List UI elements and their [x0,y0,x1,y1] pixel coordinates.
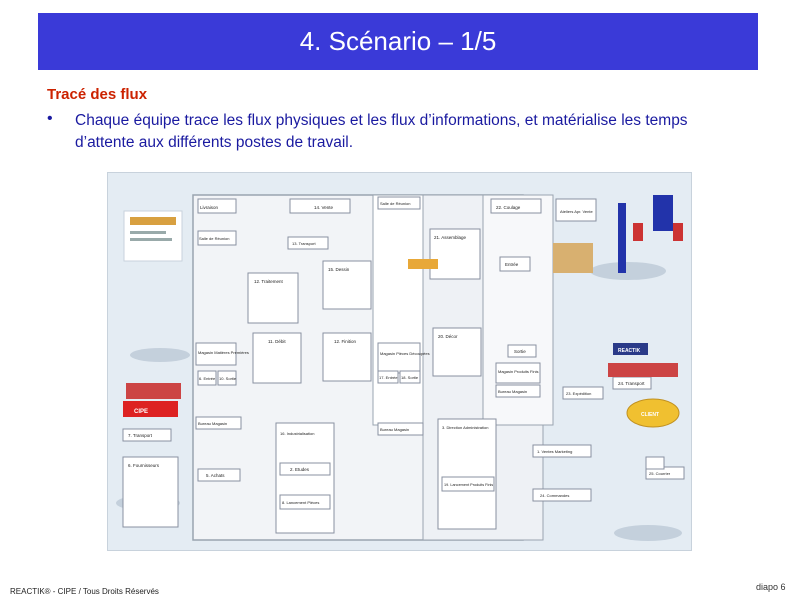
logo-line [130,231,166,234]
svg-text:2. Etudes: 2. Etudes [290,467,310,472]
svg-text:Bureau Magasin: Bureau Magasin [380,427,410,432]
svg-text:20. Décor: 20. Décor [438,334,458,339]
logo-line [130,238,172,241]
slide-title: 4. Scénario – 1/5 [299,26,497,56]
svg-text:14. Vente: 14. Vente [314,205,334,210]
station-bureau-magasin-3 [496,385,540,397]
svg-text:Salle de Réunion: Salle de Réunion [199,236,230,241]
title-bar [38,13,758,70]
svg-text:REACTIK: REACTIK [618,348,641,354]
station-transport-13 [288,237,328,249]
station-finition [323,333,371,381]
svg-text:CIPE: CIPE [134,409,149,415]
station-magasin-produits [496,363,540,383]
svg-text:8. Lancement Pièces: 8. Lancement Pièces [282,500,320,505]
svg-text:22. Coulage: 22. Coulage [496,205,521,210]
bullet-icon: • [47,110,53,127]
station-assemblage [430,229,480,279]
station-reactik [613,343,648,355]
flag-icon [633,223,643,241]
svg-text:18. Sortie: 18. Sortie [401,375,419,380]
svg-text:13. Transport: 13. Transport [292,241,316,246]
footer-copyright: REACTIK® - CIPE / Tous Droits Réservés [10,587,159,596]
station-livraison [198,199,236,213]
station-direction [438,419,496,529]
flag-icon [673,223,683,241]
station-bureau-magasin [196,417,241,429]
station-transport-7 [123,429,171,441]
svg-text:Magasin Matières Premières: Magasin Matières Premières [198,350,249,355]
section-subtitle: Tracé des flux [47,86,148,103]
station-ventes-marketing [533,445,591,457]
svg-text:6. Fournisseurs: 6. Fournisseurs [128,463,160,468]
svg-text:5. Achats: 5. Achats [206,473,225,478]
svg-text:19. Lancement Produits Finis: 19. Lancement Produits Finis [444,483,494,487]
factory-board-svg [108,173,691,550]
svg-text:12. Finition: 12. Finition [334,339,357,344]
station-commandes [533,489,591,501]
logo-mark [130,217,176,225]
cloud-icon [614,525,682,541]
station-salle-reunion [378,197,420,209]
station-entree-17 [378,371,398,383]
station-sortie-18 [400,371,420,383]
factory-board-illustration [107,172,692,551]
station-ateliers [556,199,596,221]
svg-text:16. Industrialisation: 16. Industrialisation [280,431,315,436]
svg-text:17. Entrée: 17. Entrée [379,375,398,380]
svg-text:21. Assemblage: 21. Assemblage [434,235,467,240]
svg-text:Entrée: Entrée [505,262,519,267]
svg-text:Livraison: Livraison [200,205,219,210]
station-lancement-pf [442,477,494,491]
svg-text:11. Débit: 11. Débit [268,339,286,344]
delivery-truck-icon [126,383,181,399]
station-traitement [248,273,298,323]
station-expedition [563,387,603,399]
mail-icon [646,457,664,469]
svg-text:15. Dessin: 15. Dessin [328,267,350,272]
bullet-text: Chaque équipe trace les flux physiques et les flux d’informations, et matérialise les temps d’attente aux différents postes de travail. [75,112,688,151]
svg-text:7. Transport: 7. Transport [128,433,153,438]
svg-text:1. Ventes Marketing: 1. Ventes Marketing [537,449,573,454]
warehouse-rack-icon [553,243,593,273]
svg-text:Bureau Magasin: Bureau Magasin [498,389,528,394]
svg-text:Bureau Magasin: Bureau Magasin [198,421,228,426]
svg-text:24. Transport: 24. Transport [618,381,645,386]
station-achats [198,469,240,481]
station-cipe [123,401,178,417]
central-corridor [373,195,423,425]
bullet-item [47,110,747,154]
station-salle-reunion-2 [198,231,236,245]
flag-icon [618,203,626,273]
cloud-icon [590,262,666,280]
station-fournisseurs [123,457,178,527]
station-coulage [491,199,541,213]
station-lancement [280,495,330,509]
station-industrialisation [276,423,334,533]
svg-text:Sortie: Sortie [514,349,526,354]
station-vente [290,199,350,213]
client-label: CLIENT [641,412,660,418]
svg-text:Magasin Pièces Découpées: Magasin Pièces Découpées [380,351,430,356]
worker-figure-icon [408,259,438,269]
station-decor [433,328,481,376]
station-transport-24 [613,377,651,389]
station-entree [500,257,530,271]
svg-text:12. Traitement: 12. Traitement [254,279,283,284]
station-dessin [323,261,371,309]
station-debit [253,333,301,383]
svg-text:25. Courrier: 25. Courrier [649,471,671,476]
eu-flag-icon [653,195,673,231]
svg-text:6. Entrée: 6. Entrée [199,376,216,381]
svg-text:3. Direction Administration: 3. Direction Administration [442,425,489,430]
svg-text:Salle de Réunion: Salle de Réunion [380,201,411,206]
station-sortie [508,345,536,357]
station-sortie-10 [218,371,237,385]
footer-slide-number: diapo 6 [756,582,786,592]
svg-text:10. Sortie: 10. Sortie [219,376,237,381]
svg-text:Magasin Produits Finis: Magasin Produits Finis [498,369,539,374]
delivery-truck-icon [608,363,678,377]
svg-text:23. Expédition: 23. Expédition [566,391,592,396]
station-entree-6 [198,371,216,385]
cloud-icon [130,348,190,362]
station-etudes [280,463,330,475]
svg-text:Ateliers Apr. Vente: Ateliers Apr. Vente [560,209,593,214]
svg-text:24. Commandes: 24. Commandes [540,493,570,498]
station-bureau-magasin-2 [378,423,423,435]
